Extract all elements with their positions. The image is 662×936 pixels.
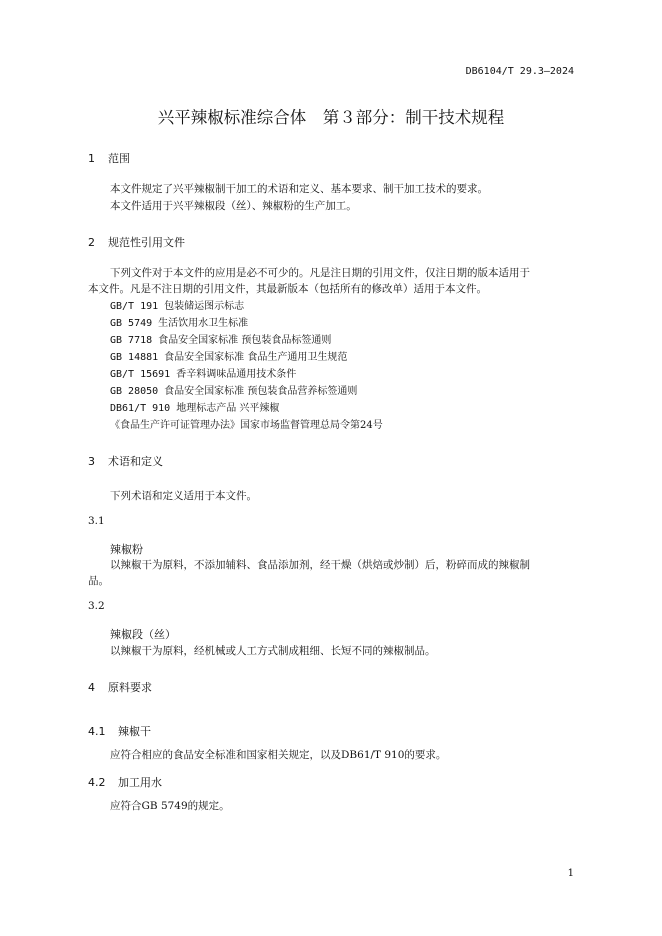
section-1-paragraph-2: 本文件适用于兴平辣椒段（丝）、辣椒粉的生产加工。	[110, 200, 357, 212]
section-3-intro: 下列术语和定义适用于本文件。	[110, 490, 257, 502]
reference-code: GB 7718	[110, 335, 153, 346]
section-3-heading	[88, 453, 163, 469]
reference-title: 生活饮用水卫生标准	[158, 318, 249, 329]
reference-title: 香辛料调味品通用技术条件	[176, 369, 297, 380]
section-1-heading	[88, 150, 130, 166]
reference-title: 食品安全国家标准 预包装食品标签通则	[158, 335, 332, 346]
reference-code: GB/T 191	[110, 301, 159, 312]
reference-item	[110, 314, 248, 329]
section-4-title: 原料要求	[108, 681, 152, 694]
reference-title: 食品安全国家标准 食品生产通用卫生规范	[164, 352, 348, 363]
section-1-number: 1	[88, 152, 95, 165]
section-2-heading	[88, 234, 185, 250]
term-3-1-number: 3.1	[88, 515, 105, 527]
reference-title: 食品安全国家标准 预包装食品营养标签通则	[164, 386, 358, 397]
section-2-number: 2	[88, 236, 95, 249]
reference-title: 包装储运图示标志	[164, 301, 245, 312]
page-title: 兴平辣椒标准综合体 第３部分：制干技术规程	[157, 108, 505, 127]
term-3-1-definition-line-1: 以辣椒干为原料，不添加辅料、食品添加剂，经干燥（烘焙或炒制）后，粉碎而成的辣椒制	[110, 559, 530, 571]
reference-code: DB61/T 910	[110, 403, 171, 414]
subsection-4-1-number: 4.1	[88, 725, 106, 738]
reference-item	[110, 365, 296, 380]
term-3-2-name: 辣椒段（丝）	[110, 628, 176, 641]
section-4-heading	[88, 679, 152, 695]
reference-code: GB 14881	[110, 352, 159, 363]
section-2-intro-line-2: 本文件。凡是不注日期的引用文件，其最新版本（包括所有的修改单）适用于本文件。	[88, 283, 487, 295]
section-2-title: 规范性引用文件	[108, 236, 185, 249]
reference-item	[110, 297, 244, 312]
term-3-2-definition: 以辣椒干为原料，经机械或人工方式制成粗细、长短不同的辣椒制品。	[110, 645, 436, 657]
section-3-title: 术语和定义	[108, 455, 163, 468]
reference-code: GB 5749	[110, 318, 153, 329]
term-3-1-name: 辣椒粉	[110, 543, 143, 556]
reference-title: 地理标志产品 兴平辣椒	[176, 403, 280, 414]
section-3-number: 3	[88, 455, 95, 468]
subsection-4-2-text: 应符合GB 5749的规定。	[110, 800, 230, 812]
section-1-paragraph-1: 本文件规定了兴平辣椒制干加工的术语和定义、基本要求、制干加工技术的要求。	[110, 183, 488, 195]
term-3-2-number: 3.2	[88, 600, 105, 612]
section-2-intro-line-1: 下列文件对于本文件的应用是必不可少的。凡是注日期的引用文件，仅注日期的版本适用于	[110, 267, 530, 279]
reference-item	[110, 331, 331, 346]
term-3-1-definition-line-2: 品。	[88, 575, 109, 587]
subsection-4-1-title: 辣椒干	[118, 725, 151, 738]
subsection-4-2-number: 4.2	[88, 776, 106, 789]
subsection-4-1-text: 应符合相应的食品安全标准和国家相关规定，以及DB61/T 910的要求。	[110, 749, 447, 761]
subsection-4-1-heading	[88, 723, 151, 739]
reference-code: GB 28050	[110, 386, 159, 397]
reference-extra: 《食品生产许可证管理办法》国家市场监督管理总局令第24号	[110, 420, 383, 431]
reference-code: GB/T 15691	[110, 369, 171, 380]
reference-item	[110, 382, 357, 397]
reference-item	[110, 348, 347, 363]
section-4-number: 4	[88, 681, 95, 694]
page-number: 1	[567, 868, 574, 879]
reference-item	[110, 399, 279, 414]
document-number: DB6104/T 29.3—2024	[465, 66, 574, 77]
subsection-4-2-heading	[88, 774, 162, 790]
subsection-4-2-title: 加工用水	[118, 776, 162, 789]
section-1-title: 范围	[108, 152, 130, 165]
